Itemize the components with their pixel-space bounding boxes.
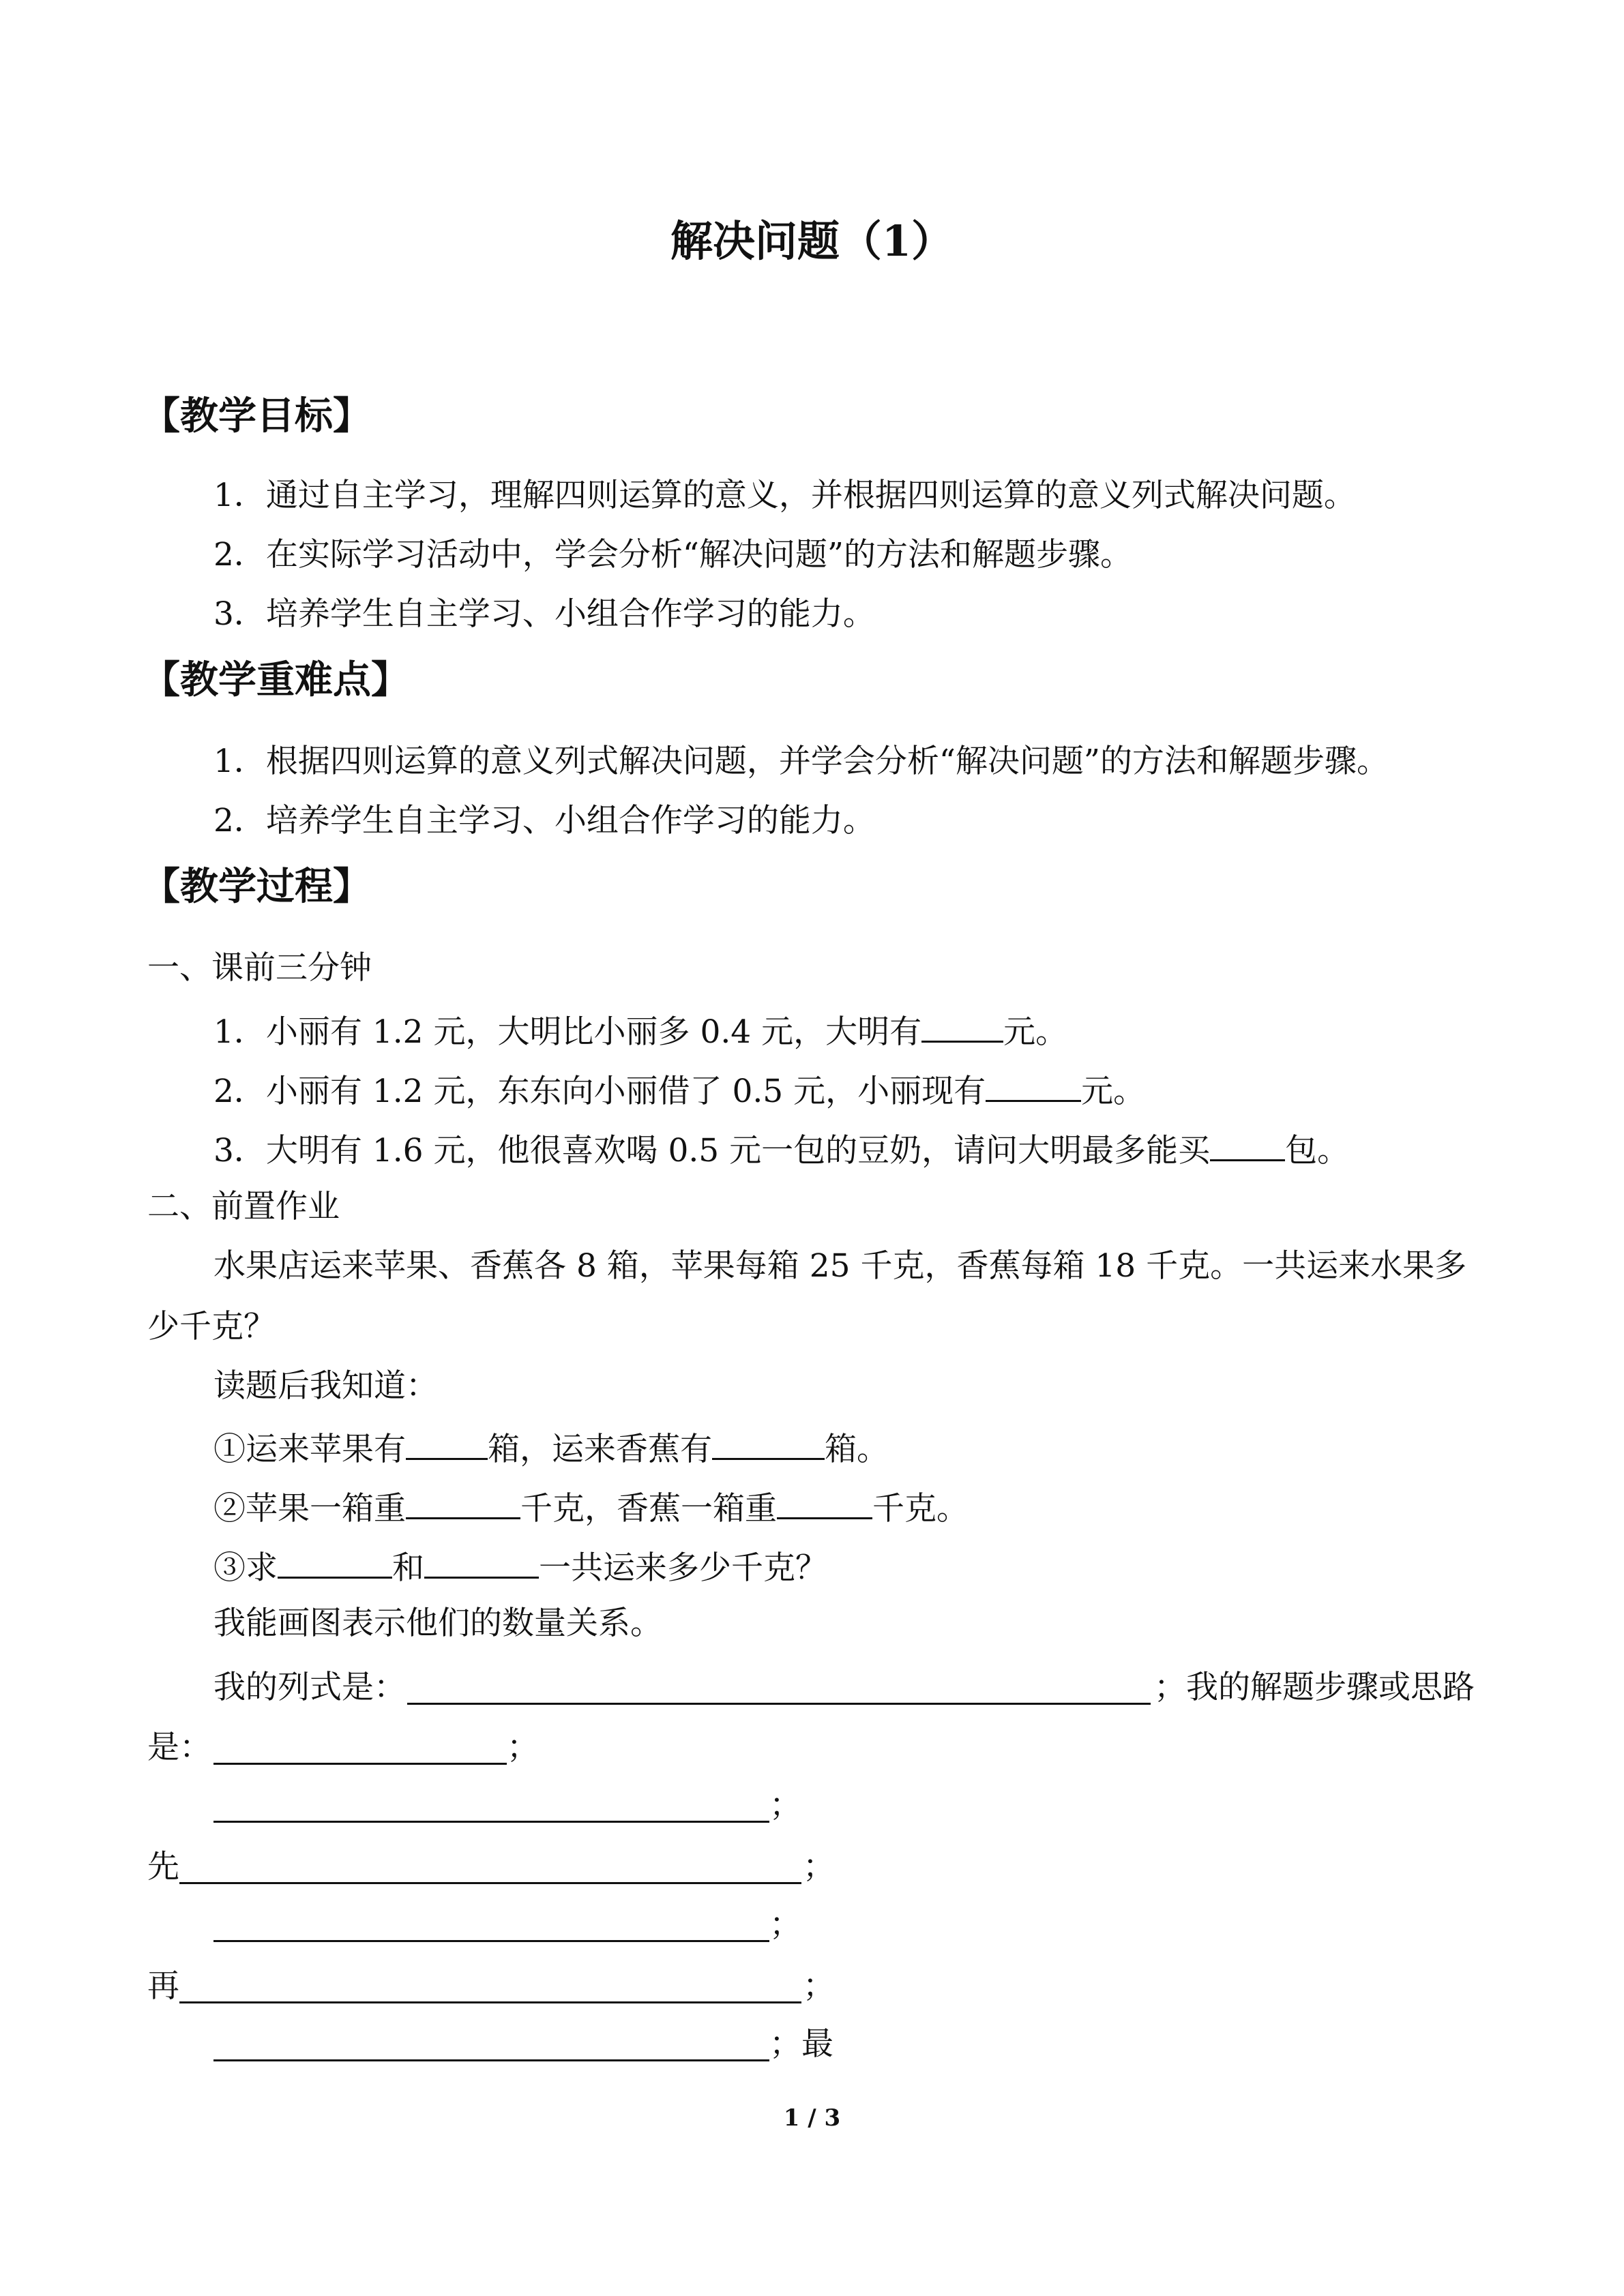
key-point-item-1: 1．根据四则运算的意义列式解决问题，并学会分析“解决问题”的方法和解题步骤。 [213, 743, 1389, 780]
k2-text-a: ②苹果一箱重 [213, 1490, 406, 1527]
k2-blank-banana-weight[interactable] [777, 1485, 872, 1519]
formula-label: 我的列式是： [213, 1669, 406, 1706]
semicolon-2: ； [769, 1787, 801, 1824]
objective-item-3: 3．培养学生自主学习、小组合作学习的能力。 [213, 595, 875, 633]
objective-item-1: 1．通过自主学习，理解四则运算的意义，并根据四则运算的意义列式解决问题。 [213, 477, 1356, 514]
q2-answer-blank[interactable] [986, 1067, 1081, 1102]
warmup-question-2 [213, 1067, 1145, 1112]
steps-blank-line-1[interactable] [213, 1763, 507, 1765]
q3-unit: 包。 [1285, 1132, 1350, 1169]
k3-blank-second[interactable] [424, 1544, 539, 1579]
know-item-1 [213, 1425, 889, 1470]
q2-text: 2．小丽有 1.2 元，东东向小丽借了 0.5 元，小丽现有 [213, 1073, 986, 1110]
last-label: ；最 [769, 2025, 833, 2063]
k3-blank-first[interactable] [278, 1544, 392, 1579]
steps-blank-line-3[interactable] [213, 1940, 769, 1942]
q3-answer-blank[interactable] [1210, 1127, 1285, 1161]
k3-text-b: 和 [392, 1549, 424, 1587]
k1-text-b: 箱，运来香蕉有 [488, 1431, 712, 1468]
semicolon-4: ； [769, 1906, 801, 1943]
k1-text-c: 箱。 [825, 1431, 889, 1468]
warmup-question-1 [213, 1008, 1067, 1053]
part2-title: 二、前置作业 [147, 1188, 340, 1225]
first-step-blank-line[interactable] [179, 1882, 801, 1884]
first-label: 先 [147, 1848, 179, 1885]
page-number: 1 / 3 [783, 2104, 841, 2132]
objective-item-2: 2．在实际学习活动中，学会分析“解决问题”的方法和解题步骤。 [213, 536, 1132, 573]
k1-blank-apple-boxes[interactable] [406, 1425, 488, 1460]
key-point-item-2: 2．培养学生自主学习、小组合作学习的能力。 [213, 802, 875, 839]
semicolon-3: ； [803, 1848, 835, 1885]
page-title: 解决问题（1） [670, 216, 954, 266]
know-label: 读题后我知道： [213, 1367, 438, 1405]
part1-title: 一、课前三分钟 [147, 949, 372, 987]
k3-text-a: ③求 [213, 1549, 278, 1587]
steps-blank-line-2[interactable] [213, 1821, 769, 1823]
k2-blank-apple-weight[interactable] [406, 1485, 520, 1519]
k2-text-b: 千克，香蕉一箱重 [520, 1490, 777, 1527]
problem-text-line-1: 水果店运来苹果、香蕉各 8 箱，苹果每箱 25 千克，香蕉每箱 18 千克。一共运来水果多 [213, 1247, 1467, 1285]
warmup-question-3 [213, 1127, 1349, 1172]
q2-unit: 元。 [1081, 1073, 1146, 1110]
steps-label: ；我的解题步骤或思路 [1154, 1669, 1475, 1706]
draw-instruction: 我能画图表示他们的数量关系。 [213, 1605, 662, 1642]
k3-text-c: 一共运来多少千克？ [539, 1549, 827, 1587]
k1-text-a: ①运来苹果有 [213, 1431, 406, 1468]
k1-blank-banana-boxes[interactable] [712, 1425, 825, 1460]
shi-label: 是： [147, 1729, 211, 1766]
k2-text-c: 千克。 [872, 1490, 969, 1527]
formula-blank-line[interactable] [407, 1703, 1151, 1705]
then-label: 再 [147, 1967, 179, 2005]
process-heading: 【教学过程】 [142, 864, 371, 909]
know-item-2 [213, 1485, 969, 1530]
semicolon-5: ； [803, 1967, 835, 2005]
then-step-blank-line[interactable] [179, 2001, 801, 2003]
problem-text-line-2: 少千克？ [147, 1308, 276, 1345]
q3-text: 3．大明有 1.6 元，他很喜欢喝 0.5 元一包的豆奶，请问大明最多能买 [213, 1132, 1211, 1169]
semicolon-1: ； [507, 1729, 539, 1766]
objectives-heading: 【教学目标】 [142, 393, 371, 438]
q1-answer-blank[interactable] [921, 1008, 1003, 1043]
q1-unit: 元。 [1003, 1013, 1068, 1051]
steps-blank-line-4[interactable] [213, 2059, 769, 2061]
know-item-3 [213, 1544, 827, 1589]
q1-text: 1．小丽有 1.2 元，大明比小丽多 0.4 元，大明有 [213, 1013, 922, 1051]
key-points-heading: 【教学重难点】 [142, 657, 409, 702]
